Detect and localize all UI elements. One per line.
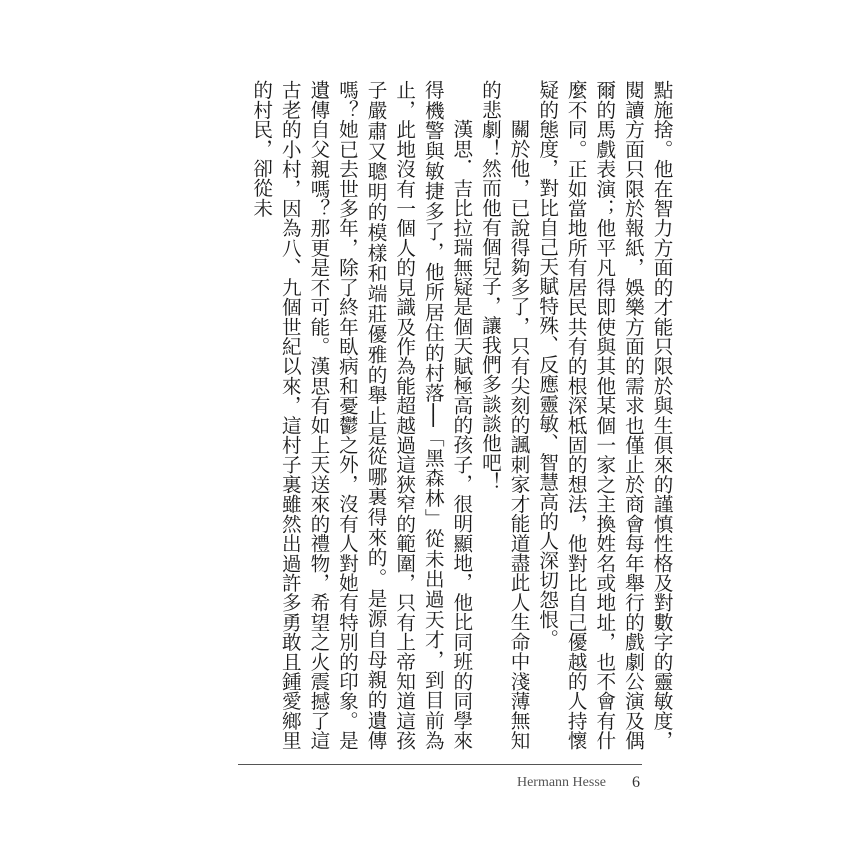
running-footer [470, 771, 640, 795]
footer-rule [238, 764, 642, 765]
vertical-body-text [235, 80, 675, 750]
page-number: 6 [632, 774, 640, 791]
paragraph-3: 漢思．吉比拉瑞無疑是個天賦極高的孩子，很明顯地，他比同班的同學來得機警與敏捷多了，他所居住的村落──「黑森林」從未出過天才，到目前為止，此地沒有一個人的見識及作為能超越過這狹窄的範圍，只有上帝知道這孩子嚴肅又聰明的模樣和端莊優雅的舉止是從哪裏得來的。是源自母親的遺傳嗎？她已去世多年，除了終年臥病和憂鬱之外，沒有人對她有特別的印象。是遺傳自父親嗎？那更是不可能。漢思有如上天送來的禮物，希望之火震撼了這古老的小村，因為八、九個世紀以來，這村子裏雖然出過許多勇敢且鍾愛鄉里的村民，卻從未 [249, 80, 473, 750]
paragraph-1: 點施捨。他在智力方面的才能只限於與生俱來的謹慎性格及對數字的靈敏度，閱讀方面只限於報紙，娛樂方面的需求也僅止於商會每年舉行的戲劇公演及偶爾的馬戲表演；他平凡得即使與其他某個一家之主換姓名或地址，也不會有什麼不同。正如當地所有居民共有的根深柢固的想法，他對比自己優越的人持懷疑的態度，對比自己天賦特殊、反應靈敏、智慧高的人深切怨恨。 [535, 80, 673, 750]
paragraph-2: 關於他，已說得夠多了，只有尖刻的諷刺家才能道盡此人生命中淺薄無知的悲劇！然而他有個兒子，讓我們多談談他吧！ [478, 80, 531, 750]
running-author: Hermann Hesse [516, 775, 606, 790]
